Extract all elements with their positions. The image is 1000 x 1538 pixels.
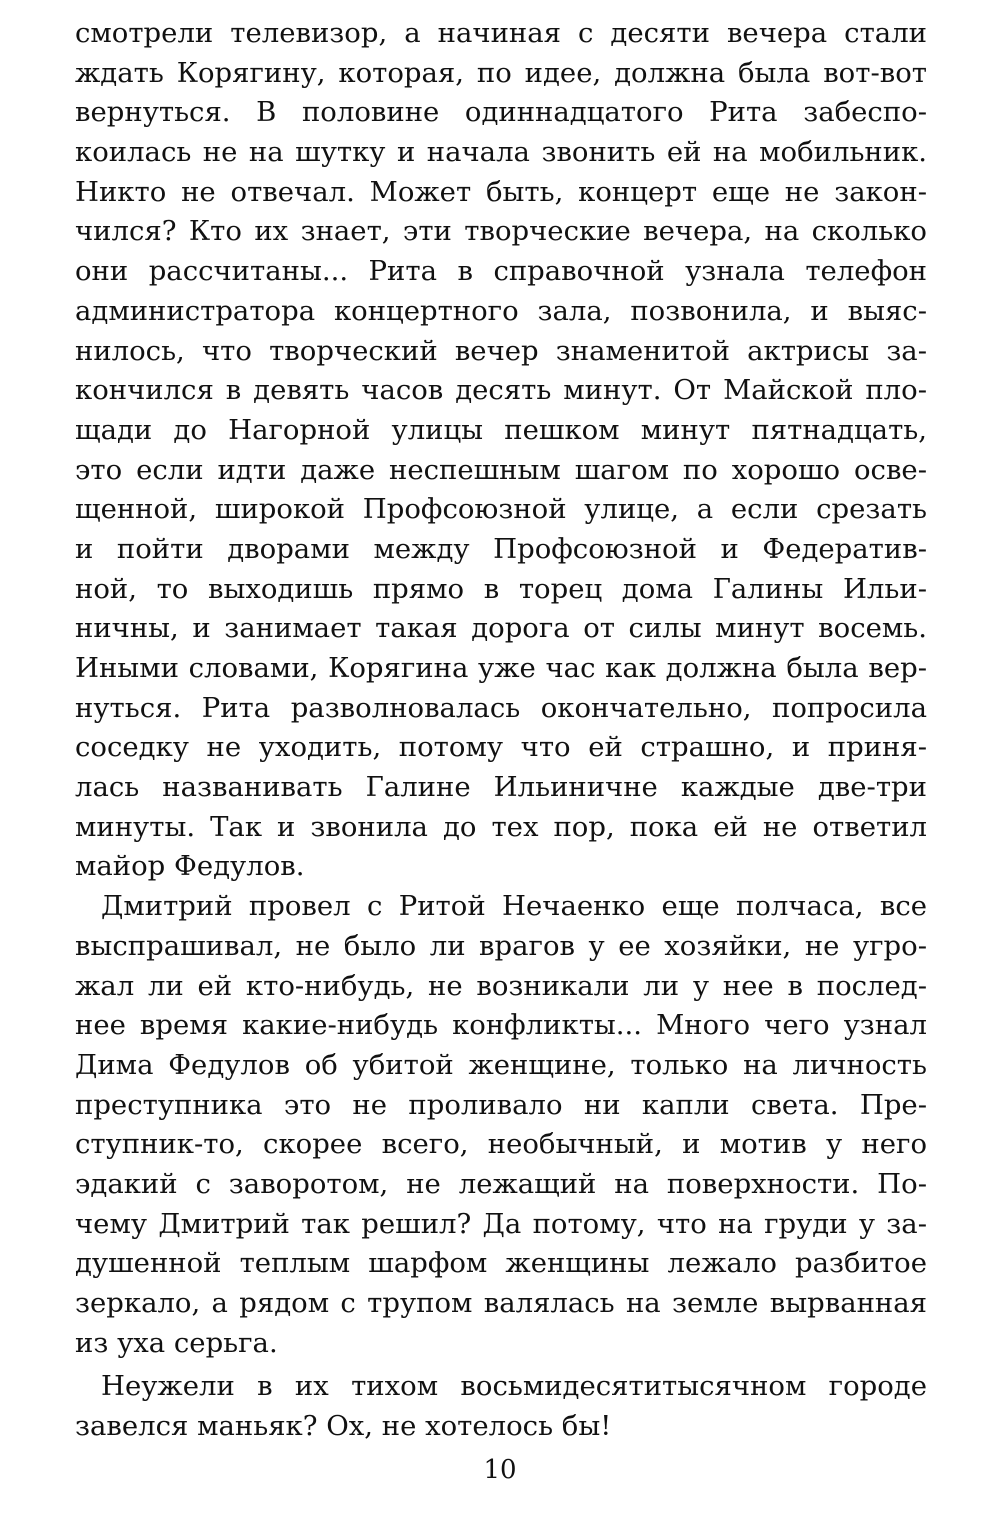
text-line: смотрели телевизор, а начиная с десяти вечера стали: [75, 17, 927, 49]
text-line: выспрашивал, не было ли врагов у ее хозяйки, не угро-: [75, 929, 927, 962]
text-line: преступника это не проливало ни капли света. Пре-: [75, 1088, 927, 1121]
text-line: ничны, и занимает такая дорога от силы минут восемь.: [75, 612, 927, 645]
text-line: чему Дмитрий так решил? Да потому, что на груди у за-: [75, 1207, 927, 1240]
text-line: Неужели в их тихом восьмидесятитысячном городе: [101, 1370, 927, 1403]
text-line: завелся маньяк? Ох, не хотелось бы!: [75, 1410, 612, 1443]
text-line: соседку не уходить, потому что ей страшно, и приня-: [75, 731, 927, 764]
text-line: душенной теплым шарфом женщины лежало разбитое: [75, 1247, 927, 1280]
text-line: из уха серьга.: [75, 1326, 278, 1359]
text-line: кончился в девять часов десять минут. От Майской пло-: [75, 374, 927, 407]
text-line: ной, то выходишь прямо в торец дома Галины Ильи-: [75, 572, 927, 605]
text-line: минуты. Так и звонила до тех пор, пока ей не ответил: [75, 810, 927, 843]
text-line: Дима Федулов об убитой женщине, только на личность: [75, 1048, 927, 1081]
text-line: это если идти даже неспешным шагом по хорошо осве-: [75, 453, 927, 486]
text-line: ждать Корягину, которая, по идее, должна была вот-вот: [75, 56, 927, 89]
text-line: зеркало, а рядом с трупом валялась на земле вырванная: [75, 1287, 927, 1319]
text-line: майор Федулов.: [75, 850, 305, 883]
text-line: эдакий с заворотом, не лежащий на поверхности. По-: [75, 1167, 927, 1200]
text-line: щенной, широкой Профсоюзной улице, а если срезать: [75, 493, 927, 526]
text-line: и пойти дворами между Профсоюзной и Федератив-: [75, 532, 927, 565]
text-line: вернуться. В половине одиннадцатого Рита забеспо-: [75, 96, 927, 129]
page-body: [75, 14, 927, 1447]
text-line: щади до Нагорной улицы пешком минут пятнадцать,: [75, 413, 927, 446]
text-line: чился? Кто их знает, эти творческие вечера, на сколько: [75, 215, 927, 248]
text-line: Иными словами, Корягина уже час как должна была вер-: [75, 652, 927, 684]
text-line: жал ли ей кто-нибудь, не возникали ли у нее в послед-: [75, 969, 927, 1002]
paragraph: [75, 1367, 927, 1446]
text-line: Дмитрий провел с Ритой Нечаенко еще полчаса, все: [101, 890, 927, 923]
text-line: ступник-то, скорее всего, необычный, и мотив у него: [75, 1128, 927, 1161]
paragraph: [75, 887, 927, 1363]
page-number: 10: [483, 1455, 517, 1485]
text-line: лась названивать Галине Ильиничне каждые две-три: [75, 771, 927, 804]
text-line: они рассчитаны... Рита в справочной узнала телефон: [75, 255, 927, 288]
text-line: нуться. Рита разволновалась окончательно, попросила: [75, 691, 927, 724]
text-line: коилась не на шутку и начала звонить ей на мобильник.: [75, 136, 927, 169]
text-line: нее время какие-нибудь конфликты... Много чего узнал: [75, 1009, 927, 1042]
text-line: нилось, что творческий вечер знаменитой актрисы за-: [75, 334, 927, 367]
text-line: Никто не отвечал. Может быть, концерт еще не закон-: [75, 175, 927, 208]
text-line: администратора концертного зала, позвонила, и выяс-: [75, 294, 927, 327]
paragraph: [75, 14, 927, 887]
